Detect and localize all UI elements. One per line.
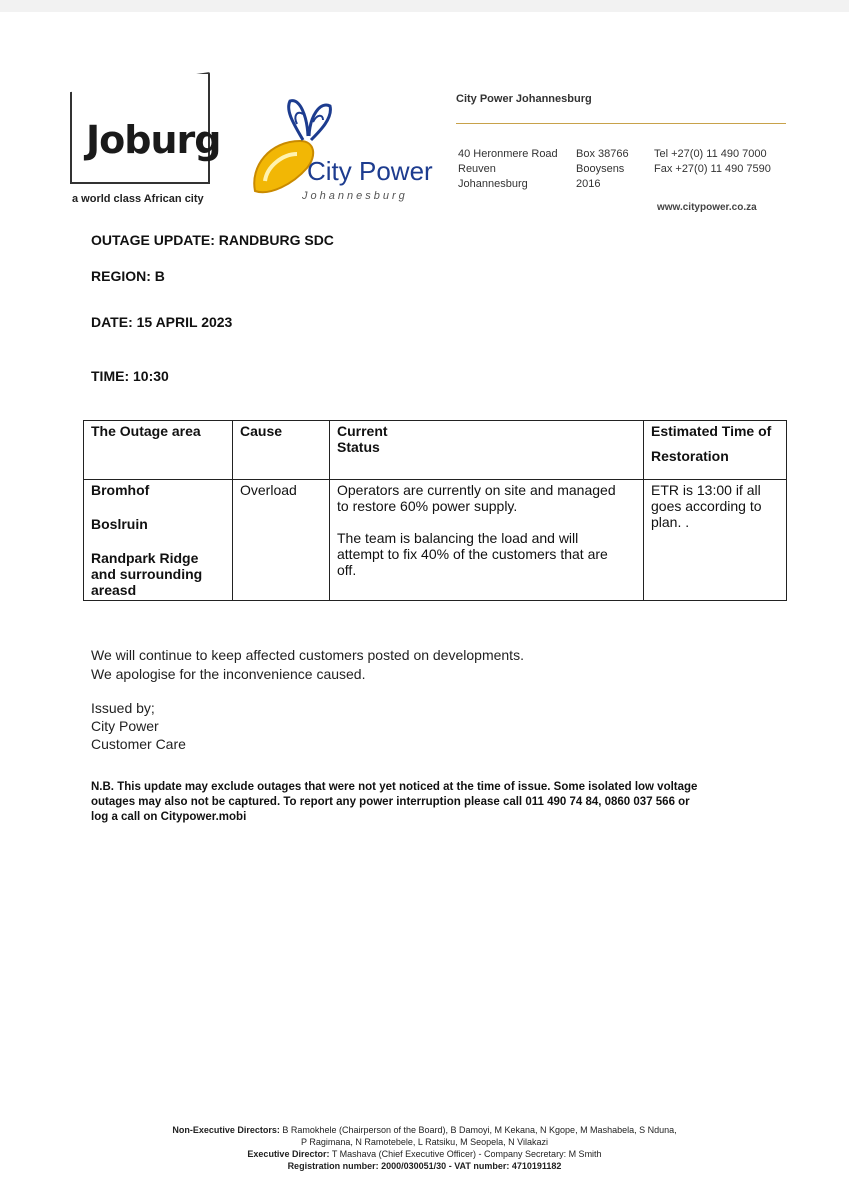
footer: [0, 1124, 849, 1172]
footer-exec: [0, 1148, 849, 1160]
etr-paragraph: [651, 482, 779, 530]
footer-text: 2000/030051/30: [381, 1161, 447, 1171]
top-bar: [0, 0, 849, 12]
footer-label: VAT number:: [454, 1161, 510, 1171]
postal-line: 2016: [576, 178, 601, 190]
joburg-tagline: a world class African city: [72, 193, 204, 205]
area-item: [91, 550, 225, 598]
website-link[interactable]: www.citypower.co.za: [657, 202, 757, 213]
header-outage-area: The Outage area: [84, 421, 233, 480]
city-power-logo-name: City Power: [307, 156, 433, 186]
header-cause: Cause: [233, 421, 330, 480]
status-line: Operators are currently on site and managed: [337, 482, 616, 498]
header-status-line: Status: [337, 439, 380, 455]
postal-address: [576, 147, 629, 192]
outage-table: [83, 420, 787, 601]
status-line: The team is balancing the load and will: [337, 530, 579, 546]
nb-line: N.B. This update may exclude outages that were not yet noticed at the time of issue. Some isolated low voltage: [91, 781, 698, 793]
nb-line: log a call on Citypower.mobi: [91, 811, 247, 823]
status-paragraph: [337, 530, 636, 578]
area-line: and surrounding: [91, 566, 203, 582]
area-item: Boslruin: [91, 516, 148, 532]
footer-text: 4710191182: [511, 1161, 562, 1171]
etr-cell: [644, 480, 787, 601]
footer-text: B Ramokhele (Chairperson of the Board), B Damoyi, M Kekana, N Kgope, M Mashabela, S Nduna,: [282, 1125, 677, 1135]
header-current-status: [330, 421, 644, 480]
header-status-line: Current: [337, 423, 388, 439]
company-name: City Power Johannesburg: [456, 93, 592, 105]
table-row: [84, 480, 787, 601]
status-paragraph: [337, 482, 636, 514]
issued-by: [91, 699, 186, 753]
header-etr: [644, 421, 787, 480]
header-etr-line: Restoration: [651, 448, 729, 464]
status-cell: [330, 480, 644, 601]
etr-line: plan. .: [651, 514, 690, 530]
etr-line: goes according to: [651, 498, 762, 514]
table-header-row: [84, 421, 787, 480]
outage-area-cell: [84, 480, 233, 601]
status-line: off.: [337, 562, 357, 578]
area-line: Randpark Ridge: [91, 550, 199, 566]
footer-ned: [0, 1124, 849, 1136]
header-etr-line: Estimated Time of: [651, 423, 772, 439]
contact-numbers: [654, 147, 771, 177]
city-power-logo-sub: Johannesburg: [302, 190, 408, 202]
street-address: [458, 147, 558, 192]
address-line: Johannesburg: [458, 178, 528, 190]
footer-label: Non-Executive Directors:: [172, 1125, 280, 1135]
page-title: OUTAGE UPDATE: RANDBURG SDC: [91, 232, 334, 248]
customer-notice: [91, 646, 524, 684]
footer-text: P Ragimana, N Ramotebele, L Ratsiku, M Seopela, N Vilakazi: [301, 1137, 548, 1147]
footer-text: T Mashava (Chief Executive Officer) - Company Secretary: M Smith: [331, 1149, 602, 1159]
region-label: REGION: B: [91, 268, 165, 284]
issued-line: Issued by;: [91, 700, 155, 716]
notice-line: We apologise for the inconvenience caused.: [91, 666, 366, 682]
address-line: 40 Heronmere Road: [458, 148, 558, 160]
address-line: Reuven: [458, 163, 496, 175]
date-label: DATE: 15 APRIL 2023: [91, 314, 233, 330]
footer-reg: Registration number: 2000/030051/30 - VAT number: 4710191182: [287, 1161, 562, 1171]
area-item: Bromhof: [91, 482, 150, 498]
notice-line: We will continue to keep affected customers posted on developments.: [91, 647, 524, 663]
cause-cell: Overload: [233, 480, 330, 601]
issued-line: Customer Care: [91, 736, 186, 752]
footer-label: Executive Director:: [247, 1149, 330, 1159]
footer-label: Registration number:: [287, 1161, 379, 1171]
fax-number: Fax +27(0) 11 490 7590: [654, 163, 771, 175]
etr-line: ETR is 13:00 if all: [651, 482, 761, 498]
area-line: areasd: [91, 582, 137, 598]
status-line: to restore 60% power supply.: [337, 498, 518, 514]
issued-line: City Power: [91, 718, 159, 734]
status-line: attempt to fix 40% of the customers that are: [337, 546, 608, 562]
header-divider: [456, 123, 786, 124]
time-label: TIME: 10:30: [91, 368, 169, 384]
tel-number: Tel +27(0) 11 490 7000: [654, 148, 767, 160]
nb-line: outages may also not be captured. To report any power interruption please call 011 490 74 84, 0860 037 566 or: [91, 796, 690, 808]
nb-disclaimer: [91, 780, 791, 825]
joburg-logo-text: Joburg: [86, 118, 221, 162]
postal-line: Box 38766: [576, 148, 629, 160]
postal-line: Booysens: [576, 163, 625, 175]
